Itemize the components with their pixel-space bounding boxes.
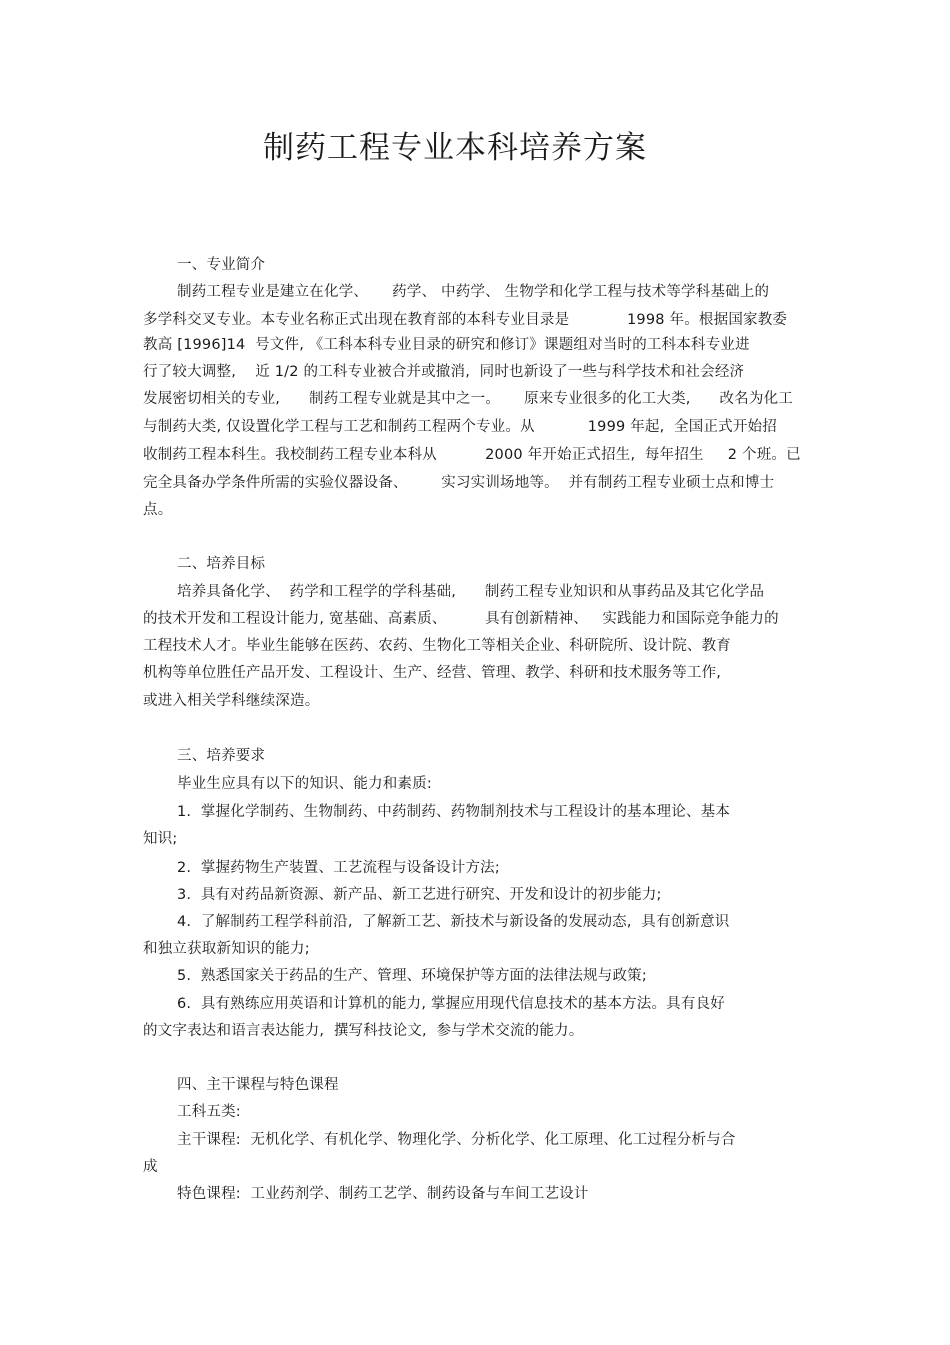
- list-item: 5. 熟悉国家关于药品的生产、管理、环境保护等方面的法律法规与政策;: [177, 968, 647, 984]
- paragraph-line: 点。: [143, 502, 173, 518]
- paragraph-line: 工程技术人才。毕业生能够在医药、农药、生物化工等相关企业、科研院所、设计院、教育: [143, 638, 731, 654]
- paragraph-line: 特色课程: 工业药剂学、制药工艺学、制药设备与车间工艺设计: [177, 1186, 589, 1202]
- section-heading-courses: 四、主干课程与特色课程: [177, 1077, 339, 1093]
- paragraph-line: 与制药大类, 仅设置化学工程与工艺和制药工程两个专业。从 1999 年起, 全国正式开始招: [143, 419, 777, 435]
- list-item: 4. 了解制药工程学科前沿, 了解新工艺、新技术与新设备的发展动态, 具有创新意识: [177, 914, 730, 930]
- paragraph-line: 培养具备化学、 药学和工程学的学科基础, 制药工程专业知识和从事药品及其它化学品: [177, 584, 765, 600]
- section-heading-objectives: 二、培养目标: [177, 556, 266, 572]
- paragraph-line: 教高 [1996]14 号文件, 《工科本科专业目录的研究和修订》课题组对当时的工科本科专业进: [143, 337, 750, 353]
- section-heading-intro: 一、专业简介: [177, 257, 266, 273]
- list-item: 1. 掌握化学制药、生物制药、中药制药、药物制剂技术与工程设计的基本理论、基本: [177, 804, 731, 820]
- paragraph-line: 主干课程: 无机化学、有机化学、物理化学、分析化学、化工原理、化工过程分析与合: [177, 1132, 736, 1148]
- paragraph-line: 工科五类:: [177, 1104, 241, 1120]
- paragraph-line: 毕业生应具有以下的知识、能力和素质:: [177, 776, 432, 792]
- list-item-continuation: 的文字表达和语言表达能力, 撰写科技论文, 参与学术交流的能力。: [143, 1023, 584, 1039]
- paragraph-line: 或进入相关学科继续深造。: [143, 693, 320, 709]
- paragraph-line: 的技术开发和工程设计能力, 宽基础、高素质、 具有创新精神、 实践能力和国际竞争能力的: [143, 611, 779, 627]
- list-item: 6. 具有熟练应用英语和计算机的能力, 掌握应用现代信息技术的基本方法。具有良好: [177, 996, 725, 1012]
- paragraph-line: 收制药工程本科生。我校制药工程专业本科从 2000 年开始正式招生, 每年招生 2 个班。已: [143, 447, 801, 463]
- list-item: 2. 掌握药物生产装置、工艺流程与设备设计方法;: [177, 860, 500, 876]
- paragraph-line: 行了较大调整, 近 1/2 的工科专业被合并或撤消, 同时也新设了一些与科学技术和社会经济: [143, 364, 745, 380]
- paragraph-line: 发展密切相关的专业, 制药工程专业就是其中之一。 原来专业很多的化工大类, 改名为化工: [143, 391, 793, 407]
- section-heading-requirements: 三、培养要求: [177, 748, 266, 764]
- paragraph-line: 多学科交叉专业。本专业名称正式出现在教育部的本科专业目录是 1998 年。根据国家教委: [143, 312, 788, 328]
- paragraph-line: 制药工程专业是建立在化学、 药学、 中药学、 生物学和化学工程与技术等学科基础上的: [177, 284, 770, 300]
- list-item-continuation: 知识;: [143, 831, 178, 847]
- list-item-continuation: 和独立获取新知识的能力;: [143, 941, 310, 957]
- list-item: 3. 具有对药品新资源、新产品、新工艺进行研究、开发和设计的初步能力;: [177, 887, 662, 903]
- paragraph-line: 成: [143, 1159, 158, 1175]
- paragraph-line: 机构等单位胜任产品开发、工程设计、生产、经营、管理、教学、科研和技术服务等工作,: [143, 665, 722, 681]
- paragraph-line: 完全具备办学条件所需的实验仪器设备、 实习实训场地等。 并有制药工程专业硕士点和博士: [143, 475, 775, 491]
- page-title: 制药工程专业本科培养方案: [263, 130, 647, 166]
